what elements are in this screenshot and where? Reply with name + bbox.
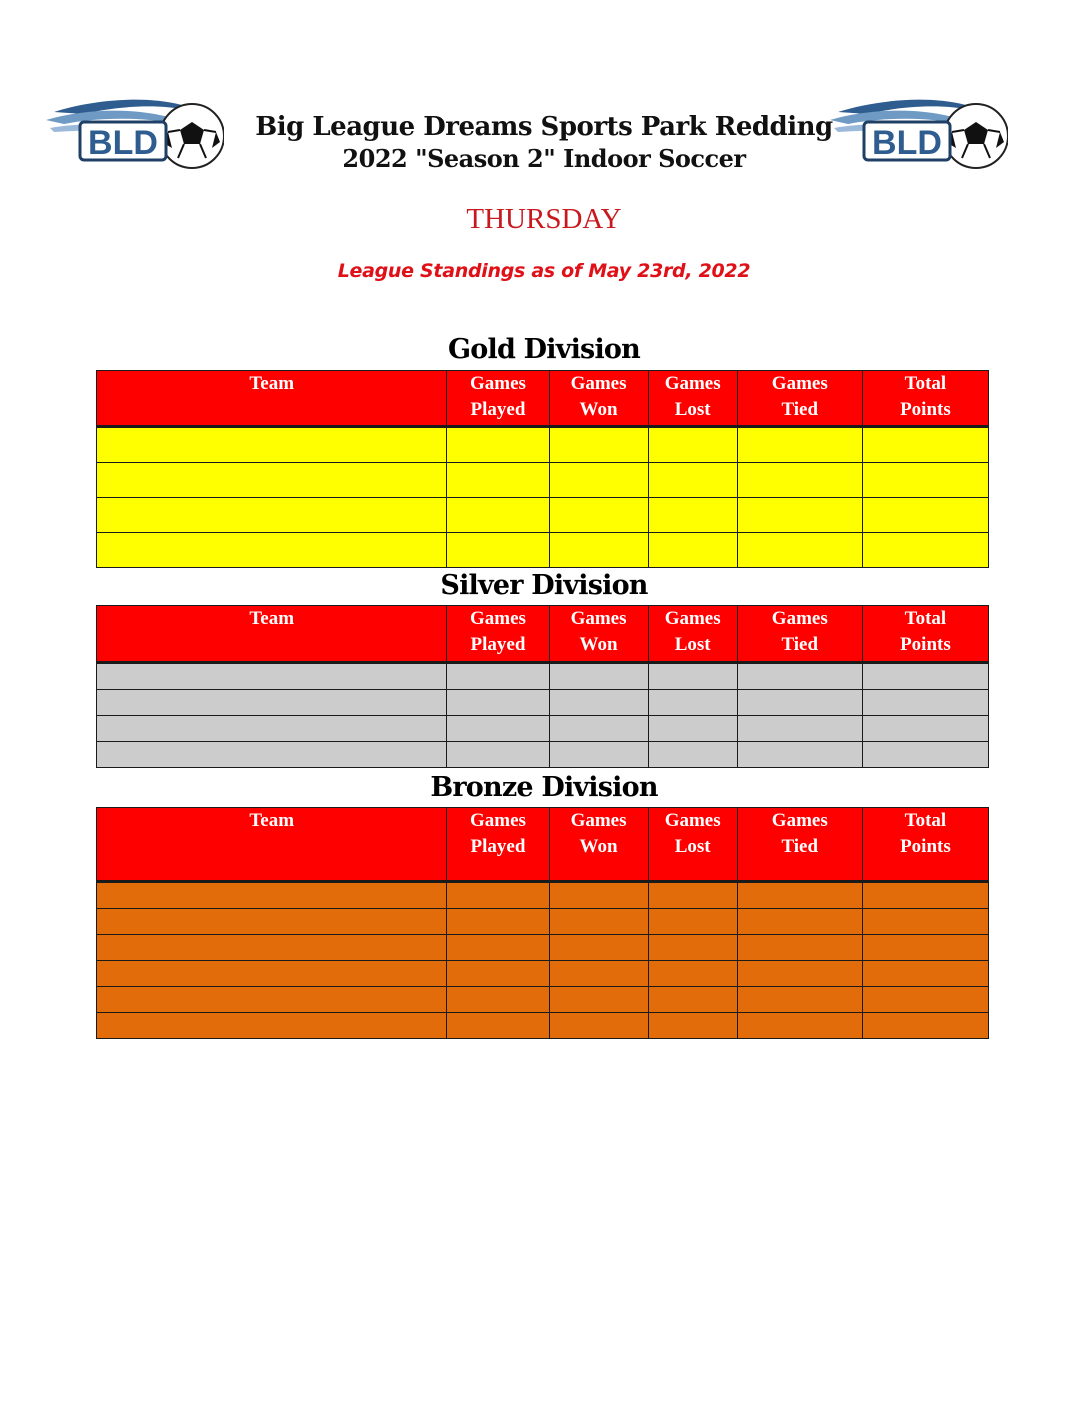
table-row xyxy=(97,716,989,742)
col-games-played: Games Played xyxy=(447,808,549,882)
col-games-lost: Games Lost xyxy=(648,808,737,882)
col-total-points: Total Points xyxy=(862,606,988,663)
table-row xyxy=(97,427,989,463)
table-row xyxy=(97,961,989,987)
col-team: Team xyxy=(97,371,447,427)
table-row xyxy=(97,690,989,716)
day-heading: THURSDAY xyxy=(466,203,622,235)
page-subtitle: 2022 "Season 2" Indoor Soccer xyxy=(342,144,746,173)
col-games-tied: Games Tied xyxy=(737,371,862,427)
bronze-division-title: Bronze Division xyxy=(430,772,658,803)
col-games-lost: Games Lost xyxy=(648,606,737,663)
col-games-played: Games Played xyxy=(447,371,549,427)
col-total-points: Total Points xyxy=(862,808,988,882)
logo-text: BLD xyxy=(872,124,942,162)
table-row xyxy=(97,498,989,533)
col-games-won: Games Won xyxy=(549,371,648,427)
col-team: Team xyxy=(97,808,447,882)
page-title: Big League Dreams Sports Park Redding xyxy=(255,112,833,142)
silver-standings-table xyxy=(96,605,989,768)
table-header-row xyxy=(97,371,989,427)
col-games-lost: Games Lost xyxy=(648,371,737,427)
col-games-tied: Games Tied xyxy=(737,808,862,882)
col-games-won: Games Won xyxy=(549,808,648,882)
table-row xyxy=(97,1013,989,1039)
bronze-standings-table xyxy=(96,807,989,1039)
table-row xyxy=(97,987,989,1013)
col-games-tied: Games Tied xyxy=(737,606,862,663)
silver-division-title: Silver Division xyxy=(440,570,648,601)
col-total-points: Total Points xyxy=(862,371,988,427)
table-row xyxy=(97,909,989,935)
gold-standings-table xyxy=(96,370,989,568)
table-header-row xyxy=(97,606,989,663)
table-row xyxy=(97,882,989,909)
table-row xyxy=(97,663,989,690)
table-header-row xyxy=(97,808,989,882)
table-row xyxy=(97,742,989,768)
standings-date: League Standings as of May 23rd, 2022 xyxy=(337,260,751,282)
table-row xyxy=(97,533,989,568)
col-games-played: Games Played xyxy=(447,606,549,663)
gold-division-title: Gold Division xyxy=(448,334,640,365)
logo-text: BLD xyxy=(88,124,158,162)
col-games-won: Games Won xyxy=(549,606,648,663)
table-row xyxy=(97,935,989,961)
table-row xyxy=(97,463,989,498)
col-team: Team xyxy=(97,606,447,663)
